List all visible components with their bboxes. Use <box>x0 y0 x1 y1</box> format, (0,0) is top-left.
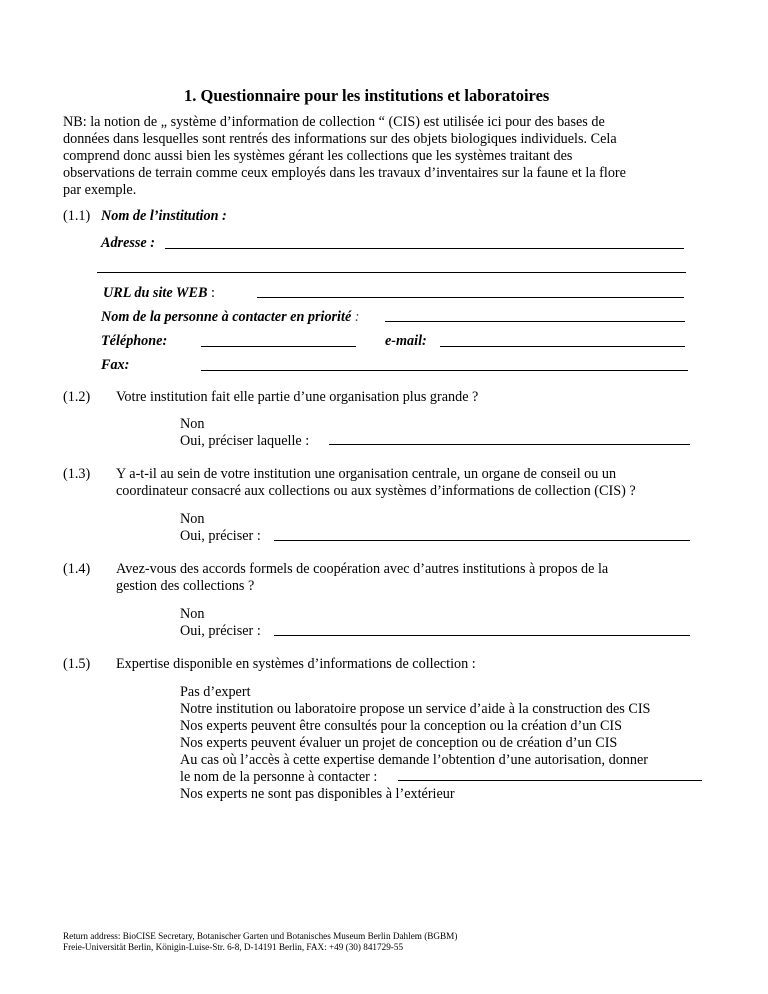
q15-option-evaluate[interactable]: Nos experts peuvent évaluer un projet de conception ou de création d’un CIS <box>180 735 618 751</box>
q11-number: (1.1) <box>63 208 91 224</box>
url-label: URL du site WEB <box>103 285 208 301</box>
q14-specify-line[interactable] <box>274 635 690 636</box>
contact-label: Nom de la personne à contacter en priorité <box>101 309 352 325</box>
adresse-label: Adresse : <box>101 235 155 251</box>
q13-option-non[interactable]: Non <box>180 511 205 527</box>
q12-question: Votre institution fait elle partie d’une organisation plus grande ? <box>116 389 479 405</box>
url-field-line[interactable] <box>257 297 684 298</box>
nb-line-4: observations de terrain comme ceux employés dans les travaux d’inventaires sur la faune et la flore <box>63 165 626 181</box>
contact-colon: : <box>354 309 360 325</box>
q13-number: (1.3) <box>63 466 91 482</box>
nb-line-1: NB: la notion de „ système d’information de collection “ (CIS) est utilisée ici pour des bases de <box>63 114 605 130</box>
q12-specify-line[interactable] <box>329 444 690 445</box>
q13-specify-line[interactable] <box>274 540 690 541</box>
q13-question-line-1: Y a-t-il au sein de votre institution une organisation centrale, un organe de conseil ou un <box>116 466 617 482</box>
q15-option-no-expert[interactable]: Pas d’expert <box>180 684 251 700</box>
q15-option-authorization[interactable]: Au cas où l’accès à cette expertise demande l’obtention d’une autorisation, donner <box>180 752 649 768</box>
telephone-label: Téléphone: <box>101 333 168 349</box>
q15-option-consulted[interactable]: Nos experts peuvent être consultés pour la conception ou la création d’un CIS <box>180 718 623 734</box>
telephone-field-line[interactable] <box>201 346 356 347</box>
page-title: 1. Questionnaire pour les institutions et laboratoires <box>184 86 550 105</box>
q14-question-line-2: gestion des collections ? <box>116 578 255 594</box>
q14-option-oui[interactable]: Oui, préciser : <box>180 623 261 639</box>
q15-option-not-available[interactable]: Nos experts ne sont pas disponibles à l’extérieur <box>180 786 455 802</box>
q12-option-oui[interactable]: Oui, préciser laquelle : <box>180 433 310 449</box>
q14-question-line-1: Avez-vous des accords formels de coopération avec d’autres institutions à propos de la <box>116 561 609 577</box>
adresse-field-line-2[interactable] <box>97 272 686 273</box>
footer-line-1: Return address: BioCISE Secretary, Botanischer Garten und Botanisches Museum Berlin Dahlem (BGBM) <box>63 931 458 941</box>
contact-field-line[interactable] <box>385 321 685 322</box>
q12-option-non[interactable]: Non <box>180 416 205 432</box>
institution-name-label: Nom de l’institution : <box>101 208 227 224</box>
email-field-line[interactable] <box>440 346 685 347</box>
q14-number: (1.4) <box>63 561 91 577</box>
q15-contact-label: le nom de la personne à contacter : <box>180 769 378 785</box>
fax-label: Fax: <box>101 357 130 373</box>
q12-number: (1.2) <box>63 389 91 405</box>
nb-line-3: comprend donc aussi bien les systèmes gérant les collections que les systèmes traitant des <box>63 148 573 164</box>
fax-field-line[interactable] <box>201 370 688 371</box>
q15-contact-line[interactable] <box>398 780 702 781</box>
q13-option-oui[interactable]: Oui, préciser : <box>180 528 261 544</box>
contact-row <box>101 309 360 326</box>
q15-question: Expertise disponible en systèmes d’informations de collection : <box>116 656 476 672</box>
q14-option-non[interactable]: Non <box>180 606 205 622</box>
nb-line-5: par exemple. <box>63 182 137 198</box>
q15-option-help-service[interactable]: Notre institution ou laboratoire propose un service d’aide à la construction des CIS <box>180 701 651 717</box>
q15-number: (1.5) <box>63 656 91 672</box>
q13-question-line-2: coordinateur consacré aux collections ou aux systèmes d’informations de collection (CIS) ? <box>116 483 636 499</box>
url-colon: : <box>211 285 215 301</box>
footer-line-2: Freie-Universität Berlin, Königin-Luise-Str. 6-8, D-14191 Berlin, FAX: +49 (30) 841729-55 <box>63 942 404 952</box>
url-row <box>103 285 215 302</box>
adresse-field-line-1[interactable] <box>165 248 684 249</box>
email-label: e-mail: <box>385 333 427 349</box>
nb-line-2: données dans lesquelles sont rentrés des informations sur des objets biologiques individuels. Cela <box>63 131 617 147</box>
